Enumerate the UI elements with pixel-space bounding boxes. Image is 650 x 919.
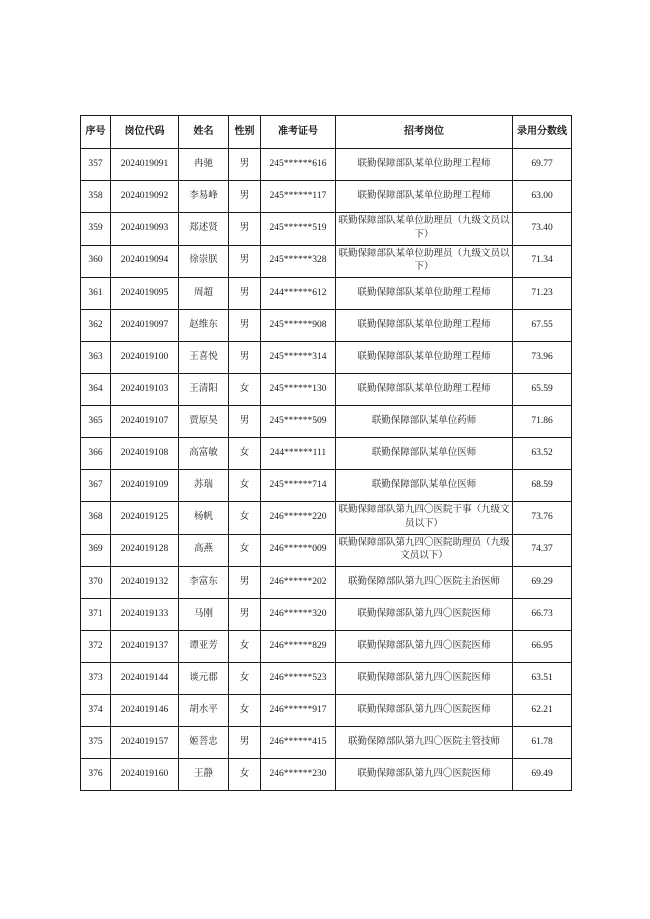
cell-position-code: 2024019133	[111, 599, 179, 631]
cell-name: 赵维东	[179, 310, 229, 342]
table-row	[81, 502, 572, 535]
cell-name: 李易峰	[179, 181, 229, 213]
cell-position-code: 2024019109	[111, 470, 179, 502]
cell-score: 67.55	[513, 310, 572, 342]
cell-name: 徐崇朕	[179, 245, 229, 278]
cell-name: 王喜悦	[179, 342, 229, 374]
cell-seq: 373	[81, 663, 111, 695]
cell-position: 联勤保障部队第九四〇医院助理员（九级文员以下）	[336, 534, 513, 567]
cell-name: 郑述贤	[179, 213, 229, 246]
cell-score: 71.34	[513, 245, 572, 278]
table-row	[81, 149, 572, 181]
cell-ticket-number: 245******117	[261, 181, 336, 213]
cell-score: 73.96	[513, 342, 572, 374]
cell-name: 高燕	[179, 534, 229, 567]
cell-position-code: 2024019103	[111, 374, 179, 406]
cell-position-code: 2024019100	[111, 342, 179, 374]
cell-seq: 364	[81, 374, 111, 406]
header-ticket: 准考证号	[261, 116, 336, 149]
cell-gender: 女	[229, 759, 261, 791]
header-position: 招考岗位	[336, 116, 513, 149]
cell-ticket-number: 245******714	[261, 470, 336, 502]
table-row	[81, 181, 572, 213]
cell-score: 73.76	[513, 502, 572, 535]
table-row	[81, 695, 572, 727]
cell-name: 周超	[179, 278, 229, 310]
cell-position-code: 2024019091	[111, 149, 179, 181]
cell-ticket-number: 246******415	[261, 727, 336, 759]
table-row	[81, 759, 572, 791]
cell-position-code: 2024019128	[111, 534, 179, 567]
cell-position: 联勤保障部队某单位助理工程师	[336, 278, 513, 310]
cell-score: 62.21	[513, 695, 572, 727]
cell-position: 联勤保障部队某单位助理员（九级文员以下）	[336, 213, 513, 246]
table-row	[81, 567, 572, 599]
cell-name: 李富东	[179, 567, 229, 599]
cell-seq: 369	[81, 534, 111, 567]
cell-ticket-number: 246******523	[261, 663, 336, 695]
cell-ticket-number: 245******509	[261, 406, 336, 438]
cell-name: 苏瑞	[179, 470, 229, 502]
cell-seq: 360	[81, 245, 111, 278]
cell-ticket-number: 246******829	[261, 631, 336, 663]
cell-ticket-number: 246******917	[261, 695, 336, 727]
table-row	[81, 470, 572, 502]
cell-ticket-number: 245******519	[261, 213, 336, 246]
cell-position: 联勤保障部队第九四〇医院干事（九级文员以下）	[336, 502, 513, 535]
cell-name: 马刚	[179, 599, 229, 631]
cell-score: 71.86	[513, 406, 572, 438]
cell-position-code: 2024019132	[111, 567, 179, 599]
cell-name: 谭亚芳	[179, 631, 229, 663]
cell-seq: 359	[81, 213, 111, 246]
cell-gender: 男	[229, 342, 261, 374]
cell-ticket-number: 246******320	[261, 599, 336, 631]
table-row	[81, 374, 572, 406]
cell-gender: 男	[229, 245, 261, 278]
cell-score: 74.37	[513, 534, 572, 567]
cell-seq: 366	[81, 438, 111, 470]
cell-score: 63.51	[513, 663, 572, 695]
cell-gender: 女	[229, 502, 261, 535]
cell-ticket-number: 244******612	[261, 278, 336, 310]
header-seq: 序号	[81, 116, 111, 149]
cell-position: 联勤保障部队第九四〇医院主管技师	[336, 727, 513, 759]
cell-position: 联勤保障部队某单位助理工程师	[336, 310, 513, 342]
cell-name: 姬菩忠	[179, 727, 229, 759]
cell-gender: 男	[229, 599, 261, 631]
cell-position-code: 2024019146	[111, 695, 179, 727]
cell-position: 联勤保障部队某单位助理工程师	[336, 181, 513, 213]
table-row	[81, 663, 572, 695]
cell-score: 71.23	[513, 278, 572, 310]
cell-name: 王清阳	[179, 374, 229, 406]
cell-ticket-number: 245******314	[261, 342, 336, 374]
table-row	[81, 406, 572, 438]
cell-gender: 女	[229, 695, 261, 727]
table-row	[81, 438, 572, 470]
cell-ticket-number: 245******130	[261, 374, 336, 406]
cell-gender: 男	[229, 567, 261, 599]
header-code: 岗位代码	[111, 116, 179, 149]
cell-position-code: 2024019137	[111, 631, 179, 663]
cell-score: 61.78	[513, 727, 572, 759]
table-row	[81, 727, 572, 759]
table-header-row	[81, 116, 572, 149]
table-row	[81, 310, 572, 342]
cell-position-code: 2024019125	[111, 502, 179, 535]
cell-position-code: 2024019157	[111, 727, 179, 759]
cell-gender: 男	[229, 727, 261, 759]
cell-position-code: 2024019107	[111, 406, 179, 438]
table-row	[81, 342, 572, 374]
table-row	[81, 599, 572, 631]
cell-ticket-number: 246******220	[261, 502, 336, 535]
header-score: 录用分数线	[513, 116, 572, 149]
cell-seq: 362	[81, 310, 111, 342]
cell-name: 王静	[179, 759, 229, 791]
table-row	[81, 245, 572, 278]
cell-score: 69.29	[513, 567, 572, 599]
cell-position: 联勤保障部队某单位医师	[336, 470, 513, 502]
cell-ticket-number: 245******616	[261, 149, 336, 181]
cell-ticket-number: 246******202	[261, 567, 336, 599]
cell-seq: 372	[81, 631, 111, 663]
cell-ticket-number: 245******328	[261, 245, 336, 278]
cell-position: 联勤保障部队某单位助理工程师	[336, 374, 513, 406]
cell-gender: 男	[229, 213, 261, 246]
cell-ticket-number: 244******111	[261, 438, 336, 470]
cell-name: 贾原昊	[179, 406, 229, 438]
cell-score: 68.59	[513, 470, 572, 502]
cell-score: 63.00	[513, 181, 572, 213]
cell-position: 联勤保障部队某单位助理工程师	[336, 149, 513, 181]
cell-seq: 374	[81, 695, 111, 727]
table-row	[81, 278, 572, 310]
cell-name: 谈元郡	[179, 663, 229, 695]
table-row	[81, 534, 572, 567]
cell-position-code: 2024019108	[111, 438, 179, 470]
cell-position-code: 2024019093	[111, 213, 179, 246]
cell-position: 联勤保障部队第九四〇医院医师	[336, 759, 513, 791]
cell-ticket-number: 245******908	[261, 310, 336, 342]
cell-seq: 371	[81, 599, 111, 631]
cell-position: 联勤保障部队某单位助理工程师	[336, 342, 513, 374]
cell-position: 联勤保障部队第九四〇医院医师	[336, 599, 513, 631]
cell-ticket-number: 246******230	[261, 759, 336, 791]
cell-position: 联勤保障部队第九四〇医院医师	[336, 631, 513, 663]
cell-position-code: 2024019092	[111, 181, 179, 213]
cell-score: 73.40	[513, 213, 572, 246]
cell-seq: 361	[81, 278, 111, 310]
cell-position-code: 2024019094	[111, 245, 179, 278]
header-gender: 性别	[229, 116, 261, 149]
cell-seq: 365	[81, 406, 111, 438]
cell-gender: 男	[229, 181, 261, 213]
cell-position-code: 2024019095	[111, 278, 179, 310]
cell-name: 胡水平	[179, 695, 229, 727]
table-row	[81, 213, 572, 246]
cell-score: 69.77	[513, 149, 572, 181]
cell-score: 63.52	[513, 438, 572, 470]
cell-gender: 男	[229, 149, 261, 181]
cell-seq: 375	[81, 727, 111, 759]
header-name: 姓名	[179, 116, 229, 149]
cell-position-code: 2024019144	[111, 663, 179, 695]
cell-position: 联勤保障部队第九四〇医院医师	[336, 663, 513, 695]
cell-gender: 女	[229, 631, 261, 663]
cell-seq: 363	[81, 342, 111, 374]
cell-gender: 女	[229, 374, 261, 406]
cell-gender: 男	[229, 406, 261, 438]
cell-gender: 女	[229, 470, 261, 502]
cell-name: 冉驰	[179, 149, 229, 181]
cell-gender: 女	[229, 663, 261, 695]
cell-gender: 男	[229, 310, 261, 342]
cell-gender: 女	[229, 534, 261, 567]
table-row	[81, 631, 572, 663]
cell-name: 杨帆	[179, 502, 229, 535]
cell-position: 联勤保障部队某单位医师	[336, 438, 513, 470]
cell-position: 联勤保障部队第九四〇医院医师	[336, 695, 513, 727]
cell-position-code: 2024019160	[111, 759, 179, 791]
cell-seq: 368	[81, 502, 111, 535]
cell-score: 69.49	[513, 759, 572, 791]
cell-gender: 男	[229, 278, 261, 310]
cell-score: 66.73	[513, 599, 572, 631]
cell-score: 65.59	[513, 374, 572, 406]
cell-seq: 357	[81, 149, 111, 181]
cell-position: 联勤保障部队某单位助理员（九级文员以下）	[336, 245, 513, 278]
cell-seq: 376	[81, 759, 111, 791]
cell-seq: 367	[81, 470, 111, 502]
cell-seq: 358	[81, 181, 111, 213]
cell-name: 高富敏	[179, 438, 229, 470]
cell-position: 联勤保障部队某单位药师	[336, 406, 513, 438]
cell-score: 66.95	[513, 631, 572, 663]
cell-gender: 女	[229, 438, 261, 470]
cell-seq: 370	[81, 567, 111, 599]
admission-score-table	[80, 115, 572, 791]
cell-position: 联勤保障部队第九四〇医院主治医师	[336, 567, 513, 599]
cell-ticket-number: 246******009	[261, 534, 336, 567]
cell-position-code: 2024019097	[111, 310, 179, 342]
